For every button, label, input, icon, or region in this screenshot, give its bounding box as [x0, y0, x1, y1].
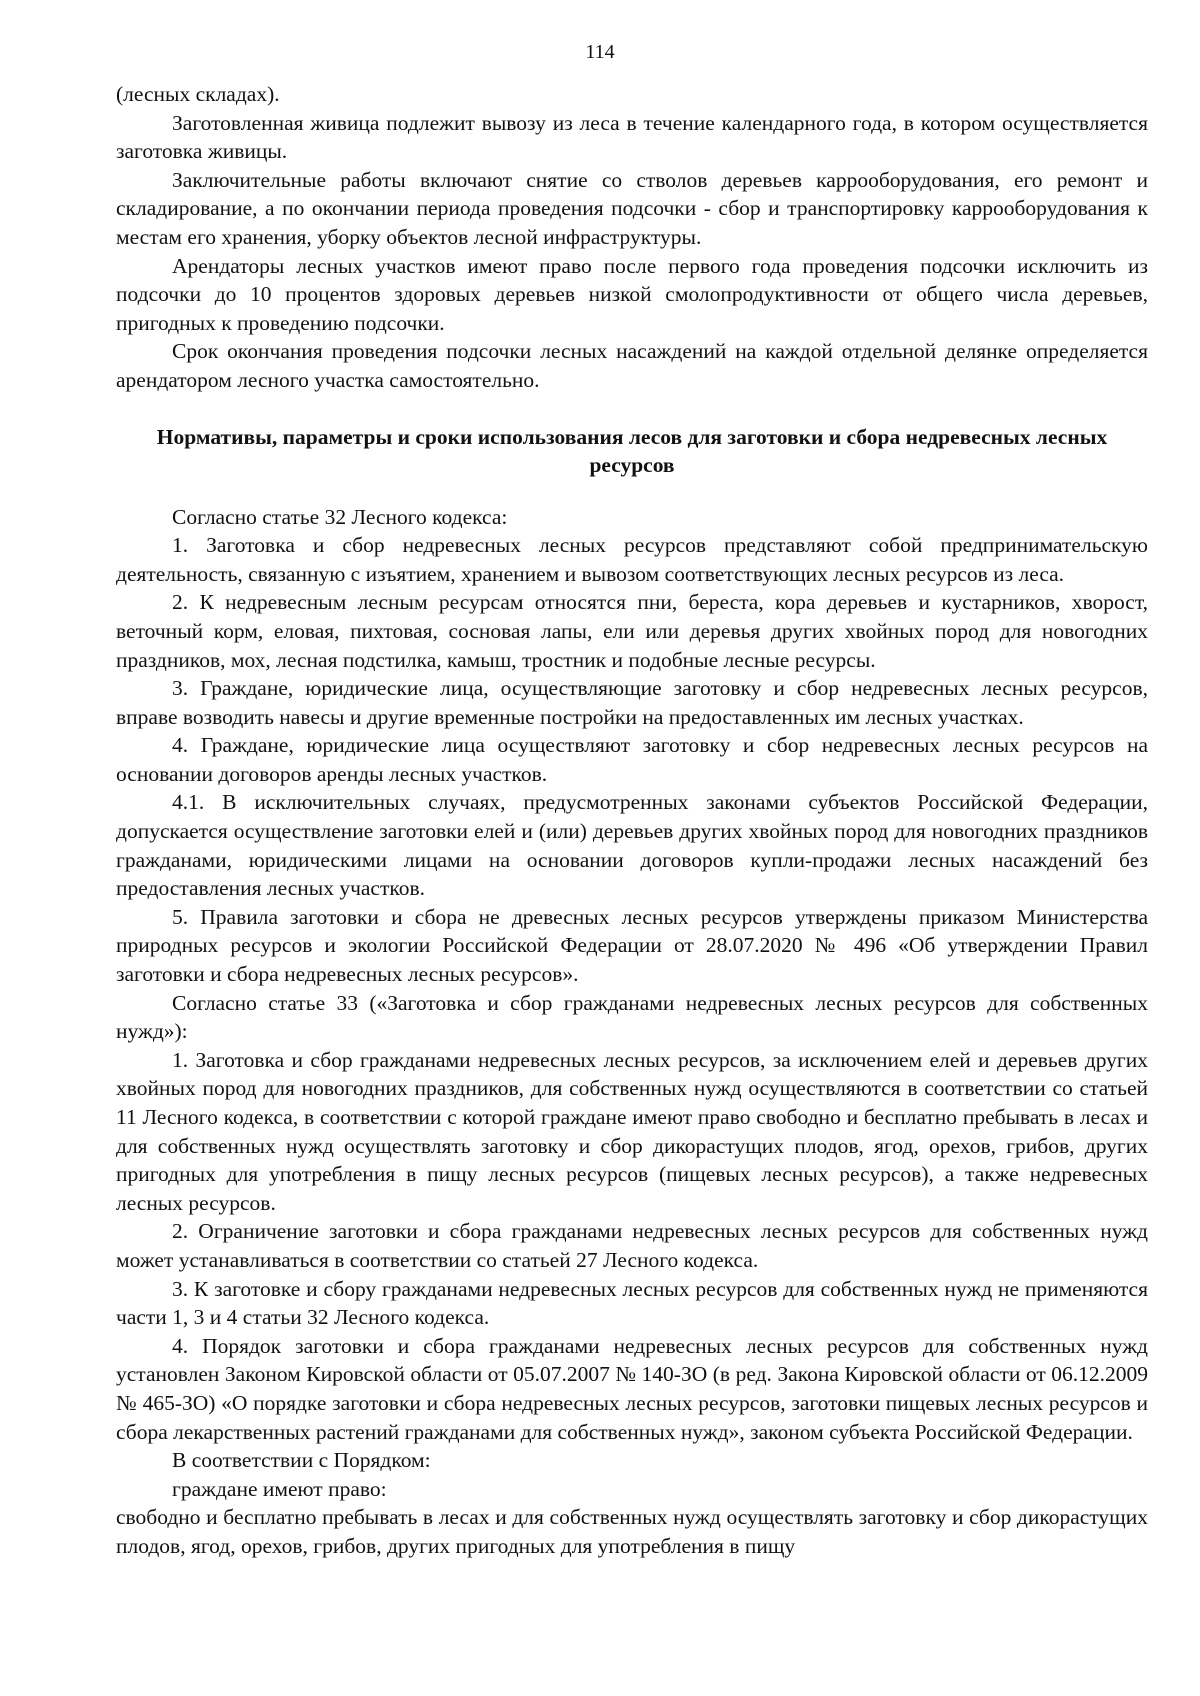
- paragraph: 2. Ограничение заготовки и сбора гражданами недревесных лесных ресурсов для собственных нужд может устанавливаться в соответствии со статьей 27 Лесного кодекса.: [116, 1219, 1148, 1272]
- paragraph: Заключительные работы включают снятие со стволов деревьев каррооборудования, его ремонт и складирование, а по окончании периода проведения подсочки - сбор и транспортировку каррооборудования к местам его хранения, уборку объектов лесной инфраструктуры.: [116, 167, 1148, 249]
- paragraph: Арендаторы лесных участков имеют право после первого года проведения подсочки исключить из подсочки до 10 процентов здоровых деревьев низкой смолопродуктивности от общего числа деревьев, пригодных к проведению подсочки.: [116, 253, 1148, 335]
- paragraph: 4. Граждане, юридические лица осуществляют заготовку и сбор недревесных лесных ресурсов на основании договоров аренды лесных участков.: [116, 733, 1148, 786]
- section-heading: Нормативы, параметры и сроки использования лесов для заготовки и сбора недревесных лесных ресурсов: [156, 424, 1108, 477]
- paragraph: 1. Заготовка и сбор недревесных лесных ресурсов представляют собой предпринимательскую деятельность, связанную с изъятием, хранением и вывозом соответствующих лесных ресурсов из леса.: [116, 533, 1148, 586]
- paragraph: (лесных складах).: [116, 82, 280, 106]
- paragraph: В соответствии с Порядком:: [172, 1448, 431, 1473]
- document-body: [116, 80, 1148, 1561]
- paragraph: Заготовленная живица подлежит вывозу из леса в течение календарного года, в котором осуществляется заготовка живицы.: [116, 110, 1148, 164]
- paragraph: 4.1. В исключительных случаях, предусмотренных законами субъектов Российской Федерации, допускается осуществление заготовки елей и (или) деревьев других хвойных пород для новогодних праздников гражданами, юридическими лицами на основании договоров купли-продажи лесных насаждений без предоставления лесных участков.: [116, 790, 1148, 901]
- page-number: 114: [585, 41, 615, 63]
- paragraph: граждане имеют право:: [172, 1476, 387, 1501]
- paragraph: свободно и бесплатно пребывать в лесах и для собственных нужд осуществлять заготовку и сбор дикорастущих плодов, ягод, орехов, грибов, других пригодных для употребления в пищу: [116, 1505, 1148, 1558]
- paragraph: 3. К заготовке и сбору гражданами недревесных лесных ресурсов для собственных нужд не применяются части 1, 3 и 4 статьи 32 Лесного кодекса.: [116, 1276, 1148, 1330]
- paragraph: Согласно статье 33 («Заготовка и сбор гражданами недревесных лесных ресурсов для собственных нужд»):: [116, 990, 1148, 1044]
- paragraph: 2. К недревесным лесным ресурсам относятся пни, береста, кора деревьев и кустарников, хворост, веточный корм, еловая, пихтовая, сосновая лапы, ели или деревья других хвойных пород для новогодних праздников, мох, лесная подстилка, камыш, тростник и подобные лесные ресурсы.: [116, 590, 1148, 672]
- paragraph: Срок окончания проведения подсочки лесных насаждений на каждой отдельной делянке определяется арендатором лесного участка самостоятельно.: [116, 339, 1148, 392]
- paragraph: 3. Граждане, юридические лица, осуществляющие заготовку и сбор недревесных лесных ресурсов, вправе возводить навесы и другие временные постройки на предоставленных им лесных участках.: [116, 676, 1148, 729]
- paragraph: 4. Порядок заготовки и сбора гражданами недревесных лесных ресурсов для собственных нужд установлен Законом Кировской области от 05.07.2007 № 140-ЗО (в ред. Закона Кировской области от 06.12.2009 № 465-ЗО) «О порядке заготовки и сбора недревесных лесных ресурсов, заготовки пищевых лесных ресурсов и сбора лекарственных растений гражданами для собственных нужд», законом субъекта Российской Федерации.: [116, 1333, 1148, 1444]
- paragraph: 5. Правила заготовки и сбора не древесных лесных ресурсов утверждены приказом Министерства природных ресурсов и экологии Российской Федерации от 28.07.2020 № 496 «Об утверждении Правил заготовки и сбора недревесных лесных ресурсов».: [116, 904, 1148, 987]
- paragraph: 1. Заготовка и сбор гражданами недревесных лесных ресурсов, за исключением елей и деревьев других хвойных пород для новогодних праздников, для собственных нужд осуществляются в соответствии со статьей 11 Лесного кодекса, в соответствии с которой граждане имеют право свободно и бесплатно пребывать в лесах и для собственных нужд осуществлять заготовку и сбор дикорастущих плодов, ягод, орехов, грибов, других пригодных для употребления в пищу лесных ресурсов (пищевых лесных ресурсов), а также недревесных лесных ресурсов.: [116, 1047, 1148, 1215]
- paragraph: Согласно статье 32 Лесного кодекса:: [172, 504, 508, 529]
